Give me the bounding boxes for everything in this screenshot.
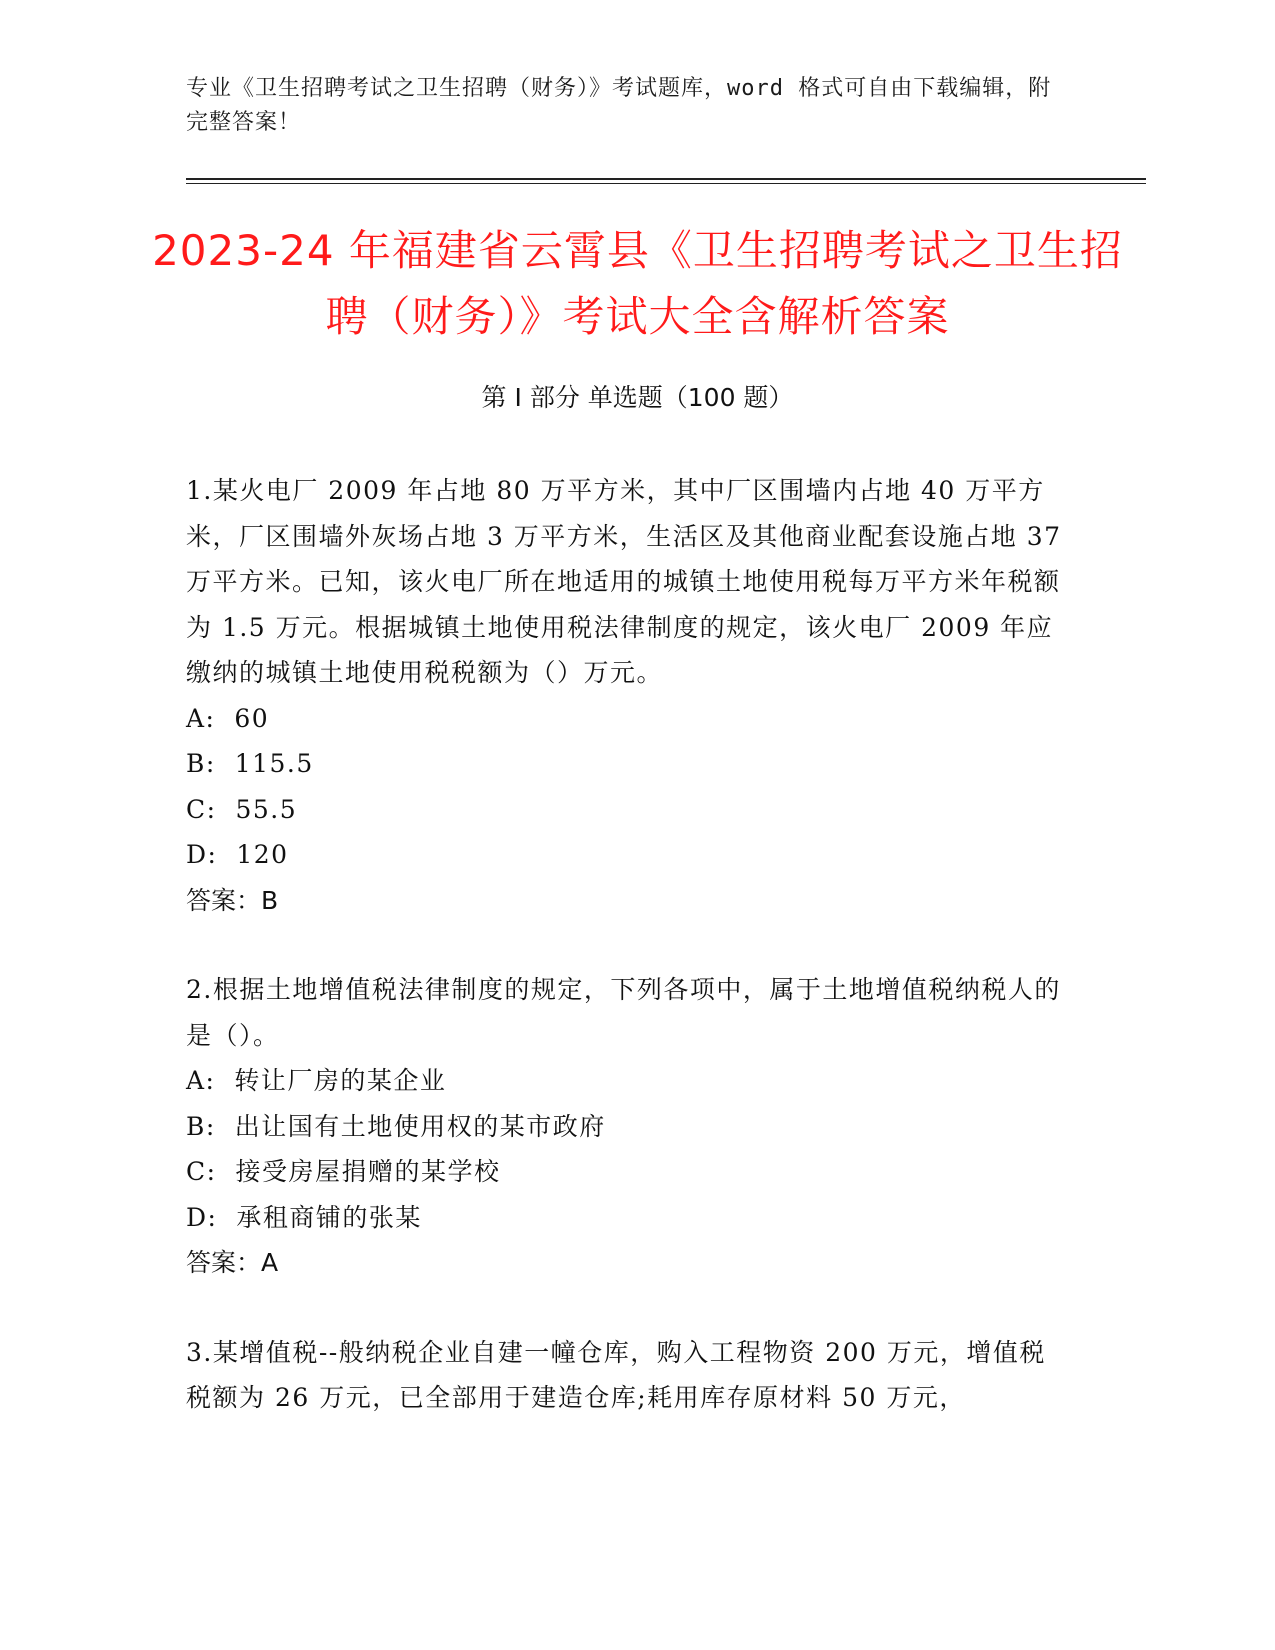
option-a: A: 60 xyxy=(186,703,270,733)
question-list xyxy=(186,468,1066,1465)
header-rule xyxy=(186,178,1146,180)
option-d: D: 120 xyxy=(186,840,289,869)
option-d: D: 承租商铺的张某 xyxy=(186,1202,422,1232)
section-heading: 第 I 部分 单选题（100 题） xyxy=(481,383,794,412)
question-text: 1.某火电厂 2009 年占地 80 万平方米，其中厂区围墙内占地 40 万平方米，厂区围墙外灰场占地 3 万平方米，生活区及其他商业配套设施占地 37 万平方米。已知，该火电厂所在地适用的城镇土地使用税每万平方米年税额为 1.5 万元。根据城镇土地使用税法律制度的规定，该火电厂 2009 年应缴纳的城镇土地使用税税额为（）万元。 xyxy=(186,476,1062,687)
option-b: B: 115.5 xyxy=(186,749,314,778)
option-c: C: 接受房屋捐赠的某学校 xyxy=(186,1157,501,1186)
option-c: C: 55.5 xyxy=(186,794,298,824)
answer: 答案：A xyxy=(186,1248,279,1277)
question-text: 2.根据土地增值税法律制度的规定，下列各项中，属于土地增值税纳税人的是（）。 xyxy=(186,975,1061,1050)
answer: 答案：B xyxy=(186,885,279,915)
option-b: B: 出让国有土地使用权的某市政府 xyxy=(186,1111,606,1141)
question-text: 3.某增值税--般纳税企业自建一幢仓库，购入工程物资 200 万元，增值税税额为 26 万元，已全部用于建造仓库;耗用库存原材料 50 万元， xyxy=(186,1337,1046,1412)
question-1 xyxy=(186,468,1066,923)
header-rule-thin xyxy=(186,183,1146,184)
document-title: 2023-24 年福建省云霄县《卫生招聘考试之卫生招聘（财务）》考试大全含解析答案 xyxy=(152,226,1123,341)
header-note: 专业《卫生招聘考试之卫生招聘（财务）》考试题库，word 格式可自由下载编辑，附完整答案！ xyxy=(186,76,1052,135)
question-3 xyxy=(186,1330,1066,1421)
option-a: A: 转让厂房的某企业 xyxy=(186,1066,447,1095)
question-2 xyxy=(186,967,1066,1286)
